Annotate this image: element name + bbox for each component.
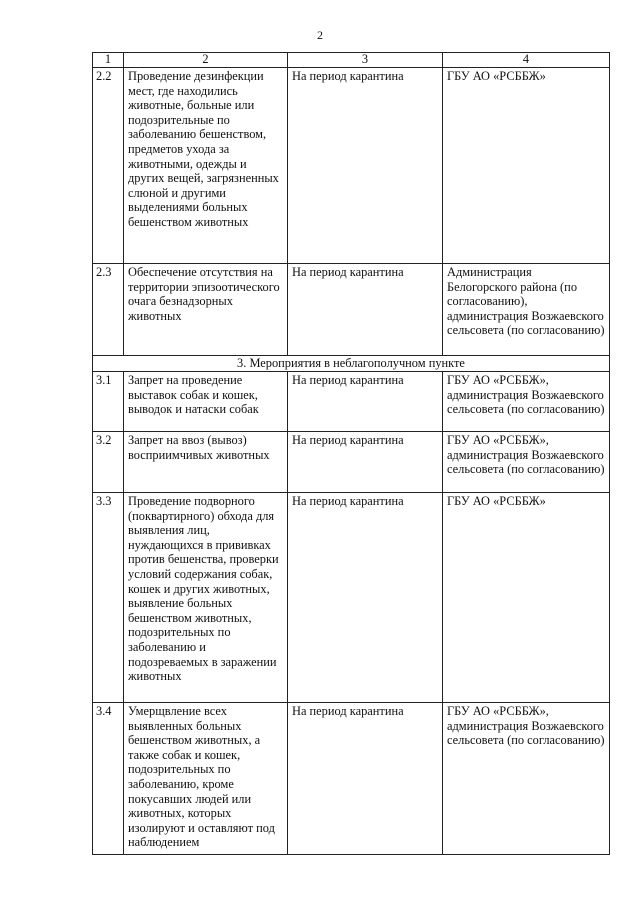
row-period: На период карантина bbox=[288, 493, 443, 703]
row-number: 3.2 bbox=[93, 432, 124, 493]
page-number: 2 bbox=[317, 28, 323, 42]
row-measure: Обеспечение отсутствия на территории эпизоотического очага безнадзорных животных bbox=[124, 264, 288, 356]
table-row bbox=[93, 703, 610, 855]
table-row bbox=[93, 68, 610, 264]
row-number: 2.3 bbox=[93, 264, 124, 356]
row-number: 2.2 bbox=[93, 68, 124, 264]
row-number: 3.1 bbox=[93, 372, 124, 432]
table-row bbox=[93, 432, 610, 493]
row-measure: Запрет на проведение выставок собак и кошек, выводок и натаски собак bbox=[124, 372, 288, 432]
row-responsible: ГБУ АО «РСББЖ» bbox=[443, 493, 610, 703]
row-measure: Умерщвление всех выявленных больных бешенством животных, а также собак и кошек, подозрительных по заболеванию, кроме покусавших людей или животных, которых изолируют и оставляют под наблюдением bbox=[124, 703, 288, 855]
row-period: На период карантина bbox=[288, 703, 443, 855]
column-header-2: 2 bbox=[124, 53, 288, 68]
quarantine-measures-table bbox=[92, 52, 610, 855]
section-heading: 3. Мероприятия в неблагополучном пункте bbox=[93, 356, 610, 372]
row-responsible: ГБУ АО «РСББЖ» bbox=[443, 68, 610, 264]
section-heading-row bbox=[93, 356, 610, 372]
row-responsible: Администрация Белогорского района (по согласованию), администрация Возжаевского сельсовета (по согласованию) bbox=[443, 264, 610, 356]
row-period: На период карантина bbox=[288, 432, 443, 493]
row-number: 3.4 bbox=[93, 703, 124, 855]
table-header-row bbox=[93, 53, 610, 68]
row-period: На период карантина bbox=[288, 68, 443, 264]
row-measure: Проведение дезинфекции мест, где находились животные, больные или подозрительные по заболеванию бешенством, предметов ухода за животными, одежды и других вещей, загрязненных слюной и другими выделениями больных бешенством животных bbox=[124, 68, 288, 264]
row-responsible: ГБУ АО «РСББЖ», администрация Возжаевского сельсовета (по согласованию) bbox=[443, 372, 610, 432]
table-row bbox=[93, 372, 610, 432]
row-measure: Запрет на ввоз (вывоз) восприимчивых животных bbox=[124, 432, 288, 493]
row-period: На период карантина bbox=[288, 372, 443, 432]
column-header-3: 3 bbox=[288, 53, 443, 68]
column-header-4: 4 bbox=[443, 53, 610, 68]
table-row bbox=[93, 493, 610, 703]
row-period: На период карантина bbox=[288, 264, 443, 356]
row-responsible: ГБУ АО «РСББЖ», администрация Возжаевского сельсовета (по согласованию) bbox=[443, 703, 610, 855]
row-number: 3.3 bbox=[93, 493, 124, 703]
row-measure: Проведение подворного (поквартирного) обхода для выявления лиц, нуждающихся в прививках против бешенства, проверки условий содержания собак, кошек и других животных, выявление больных бешенством животных, подозрительных по заболеванию и подозреваемых в заражении животных bbox=[124, 493, 288, 703]
row-responsible: ГБУ АО «РСББЖ», администрация Возжаевского сельсовета (по согласованию) bbox=[443, 432, 610, 493]
table-row bbox=[93, 264, 610, 356]
column-header-1: 1 bbox=[93, 53, 124, 68]
